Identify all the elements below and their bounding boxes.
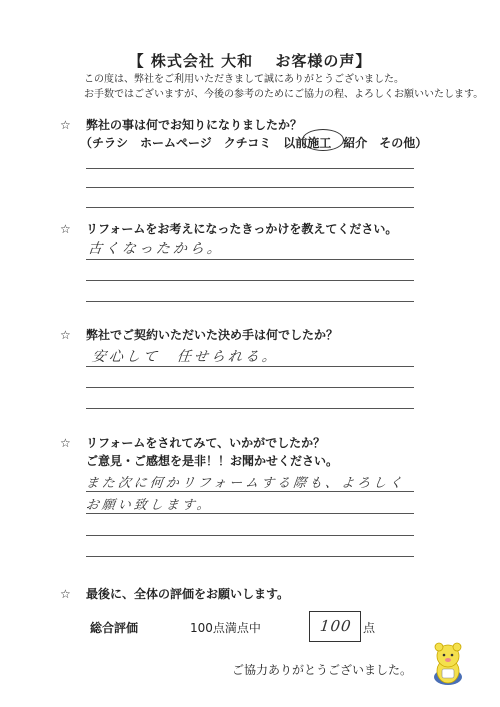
- intro-line-2: お手数ではございますが、今後の参考のためにご協力の程、よろしくお願いいたします。: [84, 89, 484, 100]
- page-title: 【 株式会社 大和 お客様の声】: [128, 52, 372, 70]
- question-1-options: （チラシ ホームページ クチコミ 以前施工 紹介 その他）: [80, 136, 428, 150]
- intro-line-1: この度は、弊社をご利用いただきまして誠にありがとうございました。: [84, 74, 404, 85]
- thank-you-message: ご協力ありがとうございました。: [232, 663, 413, 677]
- answer-line: [86, 535, 414, 536]
- question-4-text: リフォームをされてみて、いかがでしたか？: [86, 436, 326, 450]
- answer-line: [86, 280, 414, 281]
- answer-2-handwriting: 古くなったから。: [87, 241, 225, 257]
- star-icon: ☆: [60, 587, 71, 601]
- question-2-text: リフォームをお考えになったきっかけを教えてください。: [86, 222, 398, 236]
- answer-line: [86, 513, 414, 514]
- answer-circle-mark: [302, 129, 344, 151]
- answer-line: [86, 556, 414, 557]
- score-handwriting: 100: [319, 617, 353, 635]
- question-4: [60, 434, 325, 451]
- question-5-text: 最後に、全体の評価をお願いします。: [86, 587, 290, 601]
- answer-line: [86, 408, 414, 409]
- answer-line: [86, 387, 414, 388]
- question-4-subtext: ご意見・ご感想を是非！！お聞かせください。: [86, 454, 339, 468]
- answer-4-handwriting-line-2: お願い致します。: [85, 498, 214, 513]
- question-5: [60, 585, 289, 602]
- answer-line: [86, 259, 414, 260]
- question-3-text: 弊社でご契約いただいた決め手は何でしたか？: [86, 328, 339, 342]
- score-unit: 点: [363, 621, 376, 635]
- star-icon: ☆: [60, 222, 71, 236]
- star-icon: ☆: [60, 328, 71, 342]
- question-1-text: 弊社の事は何でお知りになりましたか？: [86, 118, 303, 132]
- answer-line: [86, 168, 414, 169]
- answer-line: [86, 207, 414, 208]
- answer-line: [86, 366, 414, 367]
- rating-scale: 100点満点中: [190, 621, 261, 635]
- star-icon: ☆: [60, 118, 71, 132]
- answer-line: [86, 491, 414, 492]
- question-1: [60, 116, 302, 133]
- answer-4-handwriting-line-1: また次に何かリフォームする際も、よろしく: [85, 476, 406, 491]
- question-3: [60, 326, 338, 343]
- answer-3-handwriting: 安心して 任せられる。: [91, 349, 280, 365]
- answer-line: [86, 187, 414, 188]
- answer-line: [86, 301, 414, 302]
- mascot-bear-icon: [428, 641, 468, 686]
- overall-rating-label: 総合評価: [90, 621, 139, 635]
- star-icon: ☆: [60, 436, 71, 450]
- question-2: [60, 220, 397, 237]
